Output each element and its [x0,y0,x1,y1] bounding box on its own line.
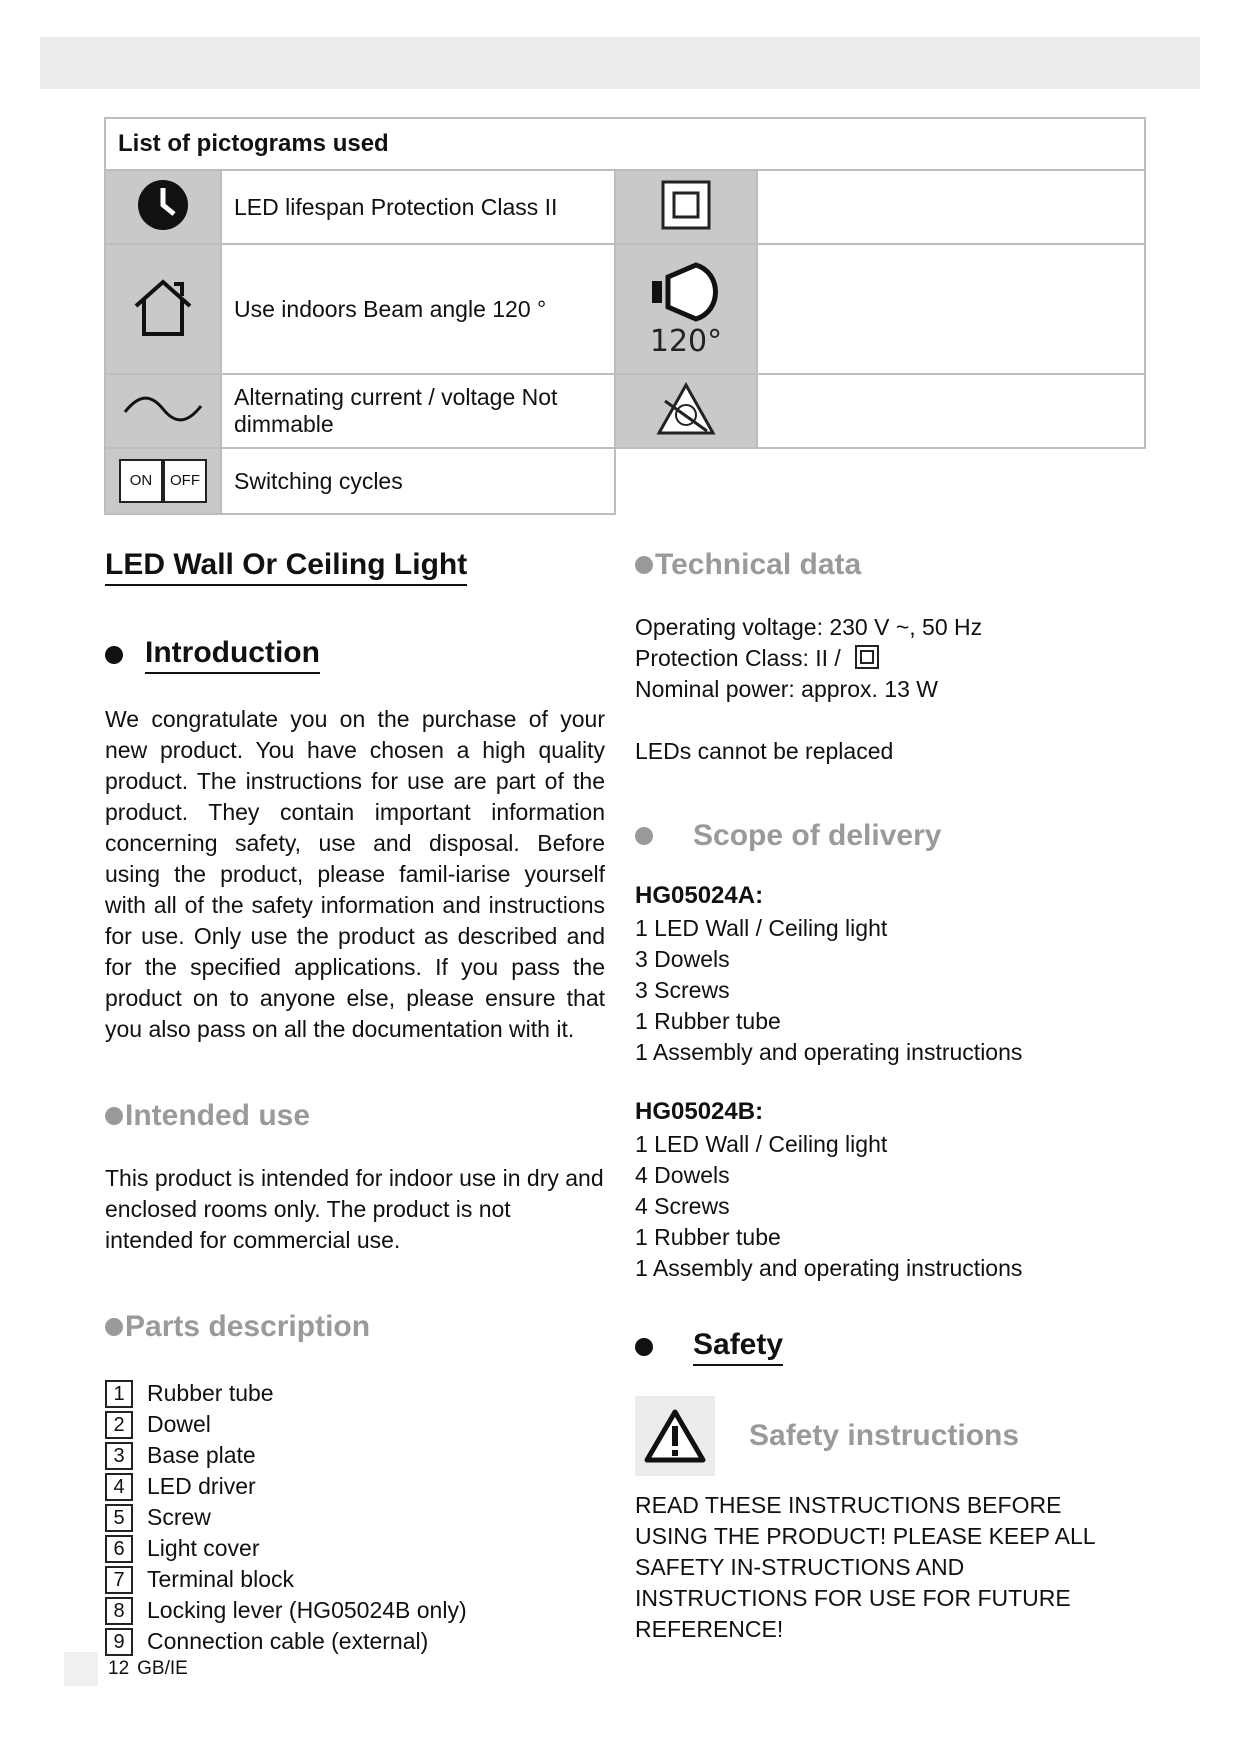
technical-data-heading: Technical data [635,548,1145,582]
parts-description-heading: Parts description [105,1310,615,1344]
pictogram-table [104,117,1146,515]
model-a-label: HG05024A: [635,882,764,909]
introduction-heading: Introduction [105,636,615,674]
pictogram-row-switching: Switching cycles [221,448,615,514]
beam-angle-icon [646,259,726,325]
page-footer [64,1652,188,1686]
introduction-text: We congratulate you on the purchase of your new product. You have chosen a high quality product. The instructions for use are part of the product. They contain important information concerning safety, use and disposal. Before using the product, please famil-iarise yourself with all of the safety information and instructions for use. Only use the product as described and for the specified applications. If you pass the product on to anyone else, please ensure that you also pass on all the documentation with it. [105,706,605,1042]
safety-heading: Safety [635,1328,1145,1366]
bullet-icon [105,1318,123,1336]
scope-list-a [635,913,1145,1068]
leds-note: LEDs cannot be replaced [635,738,894,764]
protection-class-ii-icon [661,180,711,230]
list-item: 3 Screws [635,977,730,1003]
pictogram-row-indoors: Use indoors Beam angle 120 ° [221,244,615,374]
list-item: 1 LED Wall / Ceiling light [635,1131,888,1157]
beam-angle-label: 120° [649,324,723,359]
language-label: GB/IE [137,1658,188,1679]
header-bar [40,37,1200,89]
list-item: 1 Assembly and operating instructions [635,1039,1023,1065]
bullet-icon [635,827,653,845]
bullet-icon [635,1338,653,1356]
pictogram-row-ac: Alternating current / voltage Not dimmable [221,374,615,448]
list-item: 3 Base plate [105,1440,615,1471]
on-off-icon [119,459,207,503]
list-item: 7 Terminal block [105,1564,615,1595]
nominal-power: Nominal power: approx. 13 W [635,676,938,702]
parts-list [105,1378,615,1657]
list-item: 4 Screws [635,1193,730,1219]
warning-icon [643,1408,707,1464]
safety-instructions-heading: Safety instructions [635,1396,1145,1476]
left-column [105,548,615,1657]
list-item: 6 Light cover [105,1533,615,1564]
list-item: 1 Rubber tube [635,1224,781,1250]
list-item: 1 Rubber tube [105,1378,615,1409]
bullet-icon [635,556,653,574]
list-item: 1 Assembly and operating instructions [635,1255,1023,1281]
bullet-icon [105,1107,123,1125]
house-icon [128,276,198,338]
document-title: LED Wall Or Ceiling Light [105,548,467,586]
intended-use-text: This product is intended for indoor use in dry and enclosed rooms only. The product is not intended for commercial use. [105,1165,604,1253]
list-item: 4 LED driver [105,1471,615,1502]
protection-class: Protection Class: II / [635,643,1145,674]
safety-text: READ THESE INSTRUCTIONS BEFORE USING THE PRODUCT! PLEASE KEEP ALL SAFETY IN-STRUCTIONS AND INSTRUCTIONS FOR USE FOR FUTURE REFERENCE! [635,1492,1095,1642]
scope-of-delivery-heading: Scope of delivery [635,819,1145,853]
scope-list-b [635,1129,1145,1284]
list-item: 9 Connection cable (external) [105,1626,615,1657]
list-item: 1 Rubber tube [635,1008,781,1034]
list-item: 5 Screw [105,1502,615,1533]
pictogram-row-lifespan: LED lifespan Protection Class II [221,170,615,244]
on-label: ON [119,459,163,503]
operating-voltage: Operating voltage: 230 V ~, 50 Hz [635,614,983,640]
footer-tab [64,1652,98,1686]
clock-icon [136,178,190,232]
list-item: 4 Dowels [635,1162,730,1188]
pictogram-table-title: List of pictograms used [105,118,1145,170]
list-item: 3 Dowels [635,946,730,972]
page-number: 12 [108,1658,130,1679]
list-item: 1 LED Wall / Ceiling light [635,915,888,941]
bullet-icon [105,646,123,664]
model-b-label: HG05024B: [635,1098,764,1125]
alternating-current-icon [121,394,205,424]
off-label: OFF [163,459,207,503]
protection-class-ii-icon [855,645,879,669]
right-column [635,548,1145,1645]
list-item: 2 Dowel [105,1409,615,1440]
list-item: 8 Locking lever (HG05024B only) [105,1595,615,1626]
not-dimmable-icon [655,381,717,437]
intended-use-heading: Intended use [105,1099,615,1133]
